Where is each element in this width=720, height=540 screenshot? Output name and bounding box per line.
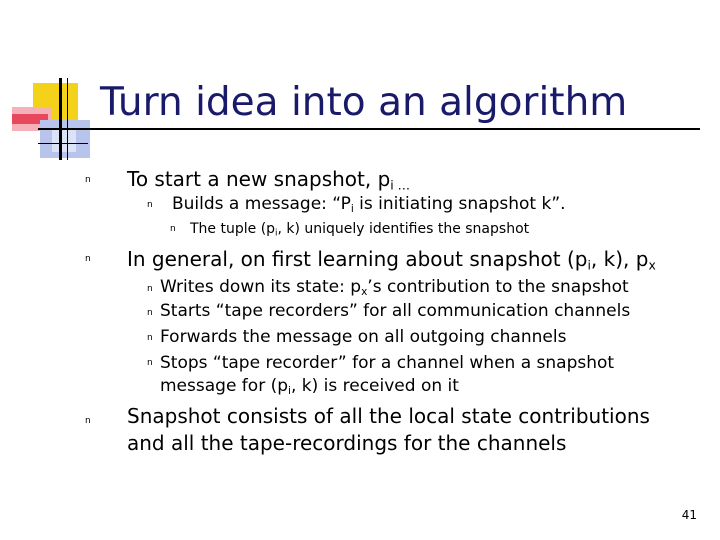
list-item-text: Starts “tape recorders” for all communication channels [160,301,631,321]
list-item [127,247,656,271]
list-item-text: Writes down its state: p [160,277,362,297]
list-item-text: In general, on first learning about snapshot (p [127,247,588,271]
list-item-text: The tuple (p [190,221,276,237]
bullet-marker: n [147,200,153,210]
list-item-text: Builds a message: “P [172,194,351,214]
bullet-marker: n [85,175,91,185]
bullet-marker: n [147,308,153,318]
bullet-marker: n [147,358,153,368]
vertical-rule-thin [67,78,68,160]
list-item [160,277,629,297]
subscript: i [350,203,354,216]
list-item-text: and all the tape-recordings for the channels [127,431,567,455]
list-item-text: , k), p [590,247,649,271]
list-item [190,221,529,237]
bullet-marker: n [85,254,91,264]
list-item-text: , k) is received on it [290,376,459,396]
light-blue-square-ornament [52,128,76,152]
list-item-text: Stops “tape recorder” for a channel when a snapshot [160,353,615,373]
list-item [172,194,566,214]
short-horizontal-rule [38,143,88,144]
page-number: 41 [681,508,697,522]
list-item-text: , k) uniquely identifies the snapshot [277,221,530,237]
subscript: i [587,257,591,273]
list-item-text: Forwards the message on all outgoing channels [160,327,567,347]
list-item-text: Snapshot consists of all the local state contributions [127,404,650,428]
subscript: i [275,228,278,239]
bullet-marker: n [147,333,153,343]
list-item [160,352,614,398]
list-item [160,301,630,321]
list-item [160,327,566,347]
vertical-rule [59,78,62,160]
subscript: x [648,257,656,273]
list-item [127,403,650,457]
list-item-text: message for (p [160,376,289,396]
list-item-text: is initiating snapshot k”. [353,194,566,214]
title-underline-rule [38,128,700,130]
list-item-text: ’s contribution to the snapshot [367,277,629,297]
list-item [127,167,410,191]
subscript: x [361,286,368,299]
bullet-marker: n [170,224,176,234]
list-item-text: To start a new snapshot, p [127,167,391,191]
bullet-marker: n [85,416,91,426]
slide-title: Turn idea into an algorithm [100,80,628,125]
subscript: i … [390,177,411,193]
subscript: i [288,385,291,398]
bullet-marker: n [147,284,153,294]
